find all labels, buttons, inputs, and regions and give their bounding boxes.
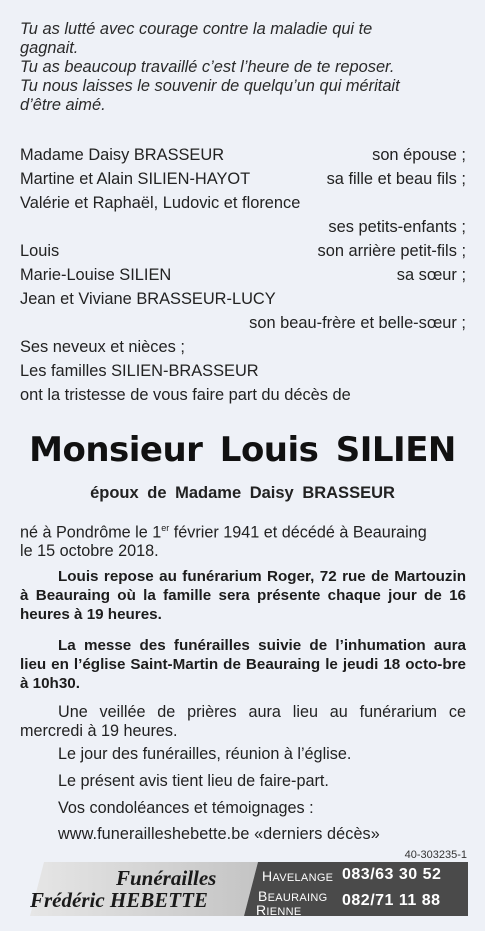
location-havelange: HAVELANGE xyxy=(262,868,334,884)
birth-death-info xyxy=(20,519,468,561)
family-row xyxy=(20,263,466,287)
family-row xyxy=(20,167,466,191)
birth-text: né à Pondrôme le 1 xyxy=(20,523,162,542)
family-name: Martine et Alain SILIEN-HAYOT xyxy=(20,170,251,188)
company-name-line1: Funérailles xyxy=(116,866,217,890)
family-name: Louis xyxy=(20,242,60,260)
ordinal-suffix: er xyxy=(161,523,170,533)
website-link[interactable]: www.funerailleshebette.be «derniers décès» xyxy=(58,825,380,843)
poem-line: gagnait. xyxy=(20,39,79,57)
family-relation: sa fille et beau fils ; xyxy=(326,170,466,188)
families-line: Les familles SILIEN-BRASSEUR xyxy=(20,362,259,380)
family-row xyxy=(20,143,466,167)
phone-havelange[interactable]: 083/63 30 52 xyxy=(342,866,442,883)
funeral-home-banner xyxy=(30,862,468,916)
nephews-line: Ses neveux et nièces ; xyxy=(20,338,185,356)
mass-paragraph: La messe des funérailles suivie de l’inhumation aura lieu en l’église Saint-Martin de Beauraing le jeudi 18 octo-bre à 10h30. xyxy=(20,637,466,692)
poem-line: d’être aimé. xyxy=(20,96,106,114)
poem-line: Tu as lutté avec courage contre la maladie qui te xyxy=(20,20,373,38)
phone-beauraing[interactable]: 082/71 11 88 xyxy=(342,892,441,909)
family-relation: son beau-frère et belle-sœur ; xyxy=(249,314,466,332)
meeting-line: Le jour des funérailles, réunion à l’église. xyxy=(58,745,352,763)
funerarium-paragraph: Louis repose au funérarium Roger, 72 rue de Martouzin à Beauraing où la famille sera présente chaque jour de 16 heures à 19 heures. xyxy=(20,568,466,623)
location-rienne: RIENNE xyxy=(256,902,302,918)
birth-text: février 1941 et décédé à Beauraing xyxy=(169,523,427,542)
family-list xyxy=(20,143,466,407)
family-name: Madame Daisy BRASSEUR xyxy=(20,146,225,164)
family-name: Marie-Louise SILIEN xyxy=(20,266,172,284)
poem-line: Tu as beaucoup travaillé c’est l’heure de te reposer. xyxy=(20,58,395,76)
family-relation: ses petits-enfants ; xyxy=(328,218,466,236)
family-relation: sa sœur ; xyxy=(396,266,466,284)
notice-line: Le présent avis tient lieu de faire-part. xyxy=(58,772,329,790)
reference-number: 40-303235-1 xyxy=(404,849,467,861)
poem xyxy=(20,20,470,115)
death-date: le 15 octobre 2018. xyxy=(20,542,159,561)
family-name: Valérie et Raphaël, Ludovic et florence xyxy=(20,194,301,212)
company-name-line2: Frédéric HEBETTE xyxy=(30,888,208,912)
vigil-paragraph: Une veillée de prières aura lieu au funérarium ce mercredi à 19 heures. xyxy=(20,703,466,740)
family-row xyxy=(20,239,466,263)
deceased-name: Monsieur Louis SILIEN xyxy=(29,430,456,470)
poem-line: Tu nous laisses le souvenir de quelqu’un qui méritait xyxy=(20,77,400,95)
spouse-line: époux de Madame Daisy BRASSEUR xyxy=(90,484,395,502)
family-relation: son épouse ; xyxy=(372,146,466,164)
family-name: Jean et Viviane BRASSEUR-LUCY xyxy=(20,290,276,308)
condolences-line: Vos condoléances et témoignages : xyxy=(58,799,314,817)
location-beauraing: BEAURAING xyxy=(258,888,328,904)
announcement-line: ont la tristesse de vous faire part du décès de xyxy=(20,386,351,404)
family-relation: son arrière petit-fils ; xyxy=(317,242,466,260)
